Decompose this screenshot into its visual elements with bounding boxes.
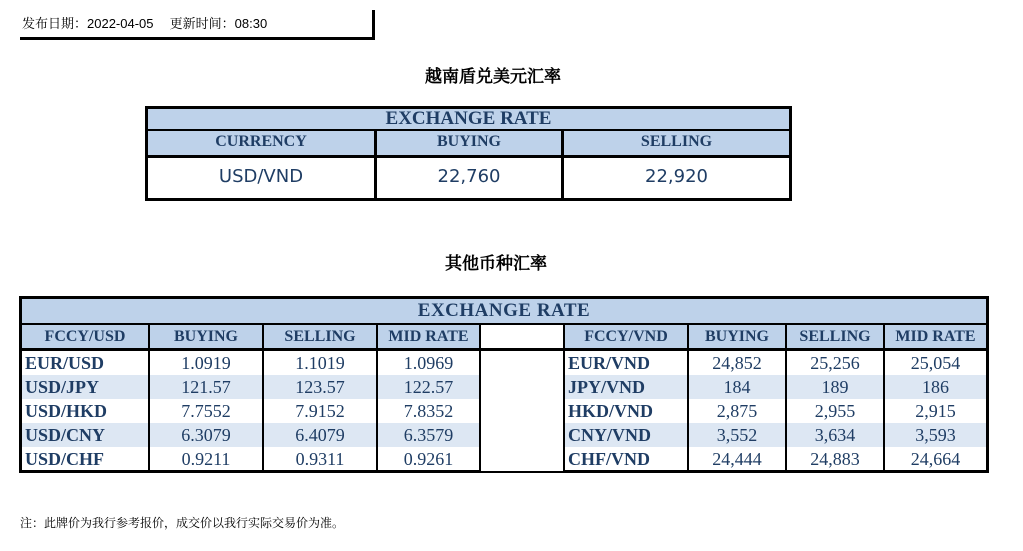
col-header: MID RATE	[377, 324, 480, 350]
col-header: SELLING	[640, 133, 713, 150]
footer-note: 注：此牌价为我行参考报价，成交价以我行实际交易价为准。	[20, 516, 345, 530]
currency-cell: USD/VND	[148, 155, 377, 198]
col-header: FCCY/VND	[564, 324, 688, 350]
buying-cell: 0.9211	[149, 447, 263, 471]
time-label: 更新时间：	[169, 17, 235, 32]
buying-cell: 2,875	[688, 399, 786, 423]
col-header: FCCY/USD	[22, 324, 149, 350]
date-label: 发布日期：	[22, 17, 88, 32]
pair-name: USD/HKD	[22, 399, 149, 423]
selling-cell: 25,256	[786, 350, 884, 376]
pair-name: EUR/VND	[564, 350, 688, 376]
col-header: CURRENCY	[148, 131, 377, 155]
table-header-row	[148, 129, 789, 158]
spacer-cell	[480, 399, 564, 423]
pair-name: USD/CNY	[22, 423, 149, 447]
pair-name: CHF/VND	[564, 447, 688, 471]
col-header: MID RATE	[884, 324, 986, 350]
selling-cell: 123.57	[263, 375, 377, 399]
buying-cell: 6.3079	[149, 423, 263, 447]
table-row	[22, 423, 986, 447]
pair-name: USD/CHF	[22, 447, 149, 471]
col-header: BUYING	[377, 131, 564, 155]
other-currencies-table	[19, 296, 989, 473]
col-header: SELLING	[263, 324, 377, 350]
buying-cell: 24,444	[688, 447, 786, 471]
mid-cell: 186	[884, 375, 986, 399]
selling-cell: 6.4079	[263, 423, 377, 447]
table-title: EXCHANGE RATE	[22, 299, 986, 323]
pair-name: CNY/VND	[564, 423, 688, 447]
table-title: EXCHANGE RATE	[148, 109, 789, 129]
table-row	[22, 399, 986, 423]
buying-cell: 24,852	[688, 350, 786, 376]
publish-info	[20, 10, 375, 40]
buying-cell: 3,552	[688, 423, 786, 447]
selling-cell: 24,883	[786, 447, 884, 471]
mid-cell: 3,593	[884, 423, 986, 447]
pair-name: HKD/VND	[564, 399, 688, 423]
mid-cell: 0.9261	[377, 447, 480, 471]
selling-cell: 2,955	[786, 399, 884, 423]
mid-cell: 25,054	[910, 352, 961, 373]
selling-cell: 7.9152	[263, 399, 377, 423]
section2-title: 其他币种汇率	[445, 254, 547, 274]
usd-vnd-table	[145, 106, 792, 201]
buying-cell: 22,760	[377, 155, 564, 198]
table-row	[22, 350, 986, 376]
pair-name: EUR/USD	[22, 350, 149, 376]
selling-cell: 3,634	[786, 423, 884, 447]
spacer-cell	[480, 350, 564, 376]
spacer-cell	[480, 423, 564, 447]
selling-cell: 0.9311	[263, 447, 377, 471]
mid-cell: 24,664	[910, 448, 961, 469]
pair-name: USD/JPY	[22, 375, 149, 399]
mid-cell: 2,915	[915, 400, 956, 421]
selling-cell: 1.1019	[263, 350, 377, 376]
mid-cell: 7.8352	[377, 399, 480, 423]
buying-cell: 121.57	[149, 375, 263, 399]
mid-cell: 122.57	[377, 375, 480, 399]
spacer-cell	[480, 324, 564, 350]
col-header: SELLING	[786, 324, 884, 350]
buying-cell: 1.0919	[149, 350, 263, 376]
date-value: 2022-04-05	[87, 16, 154, 31]
spacer-cell	[480, 375, 564, 399]
table-row	[22, 375, 986, 399]
buying-cell: 7.7552	[149, 399, 263, 423]
mid-cell: 6.3579	[377, 423, 480, 447]
col-header: BUYING	[688, 324, 786, 350]
section1-title: 越南盾兑美元汇率	[425, 67, 561, 87]
mid-cell: 1.0969	[377, 350, 480, 376]
column-header-row	[22, 324, 986, 350]
selling-cell: 22,920	[645, 166, 708, 187]
rates-grid	[22, 323, 986, 471]
table-row	[22, 447, 986, 471]
selling-cell: 189	[786, 375, 884, 399]
pair-name: JPY/VND	[564, 375, 688, 399]
col-header: BUYING	[149, 324, 263, 350]
buying-cell: 184	[688, 375, 786, 399]
table-row	[148, 155, 789, 198]
spacer-cell	[480, 447, 564, 471]
time-value: 08:30	[234, 16, 268, 31]
